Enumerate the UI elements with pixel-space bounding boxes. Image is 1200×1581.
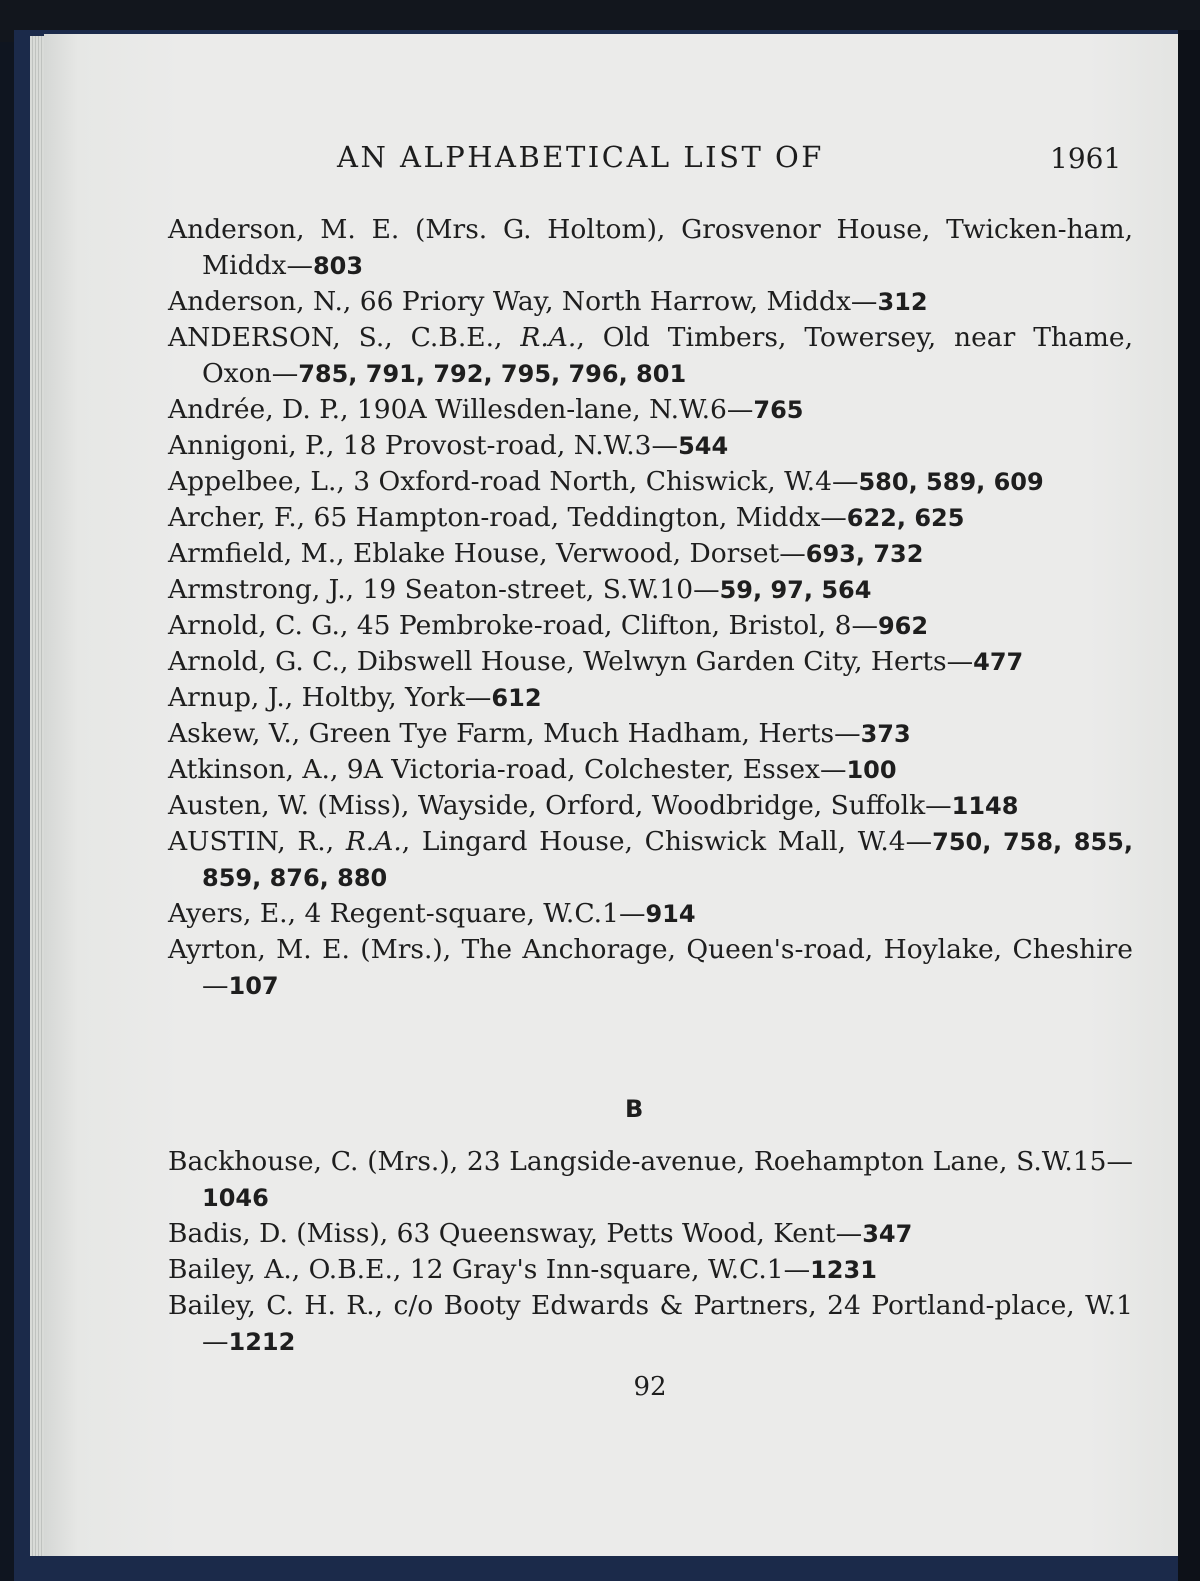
section-heading-b: B bbox=[625, 1095, 644, 1123]
list-entry bbox=[168, 680, 1133, 716]
list-entry bbox=[168, 428, 1133, 464]
entry-references: 962 bbox=[877, 612, 929, 640]
list-entry: ANDERSON, S., C.B.E., R.A., Old Timbers, Towersey, near Thame, Oxon—785, 791, 792, 795, 796, 801 bbox=[168, 322, 1133, 389]
entry-text: Backhouse, C. (Mrs.), 23 Langside-avenue, Roehampton Lane, S.W.15— bbox=[168, 1146, 1133, 1177]
entry-text: Anderson, N., 66 Priory Way, North Harrow, Middx— bbox=[168, 286, 878, 317]
list-entry bbox=[168, 716, 1133, 752]
entry-text: Armstrong, J., 19 Seaton-street, S.W.10— bbox=[168, 574, 720, 605]
entry-references: 59, 97, 564 bbox=[719, 576, 872, 604]
entry-ra-italic: R.A. bbox=[345, 826, 402, 857]
right-edge bbox=[1178, 30, 1200, 1581]
entry-text: Appelbee, L., 3 Oxford-road North, Chiswick, W.4— bbox=[168, 466, 859, 497]
list-entry: AUSTIN, R., R.A., Lingard House, Chiswick Mall, W.4—750, 758, 855, 859, 876, 880 bbox=[168, 826, 1133, 892]
entry-text: Ayrton, M. E. (Mrs.), The Anchorage, Queen's-road, Hoylake, Cheshire— bbox=[168, 934, 1133, 1001]
entry-references: 373 bbox=[860, 720, 911, 748]
entry-text: Arnold, G. C., Dibswell House, Welwyn Garden City, Herts— bbox=[168, 646, 974, 677]
entry-references: 1046 bbox=[202, 1184, 269, 1212]
entry-text: ANDERSON, S., C.B.E., bbox=[168, 322, 521, 353]
entry-text: Armfield, M., Eblake House, Verwood, Dorset— bbox=[168, 538, 806, 569]
entry-references: 914 bbox=[645, 900, 696, 928]
entry-references: 107 bbox=[228, 972, 279, 1000]
entry-references: 1212 bbox=[228, 1328, 296, 1356]
entry-text: Andrée, D. P., 190A Willesden-lane, N.W.6— bbox=[168, 394, 754, 425]
entry-text: Askew, V., Green Tye Farm, Much Hadham, Herts— bbox=[168, 718, 861, 749]
list-entry bbox=[168, 932, 1133, 1004]
entry-text: Anderson, M. E. (Mrs. G. Holtom), Grosvenor House, Twicken-ham, Middx— bbox=[168, 214, 1133, 281]
entry-text: AUSTIN, R., bbox=[168, 826, 346, 857]
list-entry bbox=[168, 1144, 1133, 1216]
entry-text: Arnup, J., Holtby, York— bbox=[168, 682, 492, 713]
list-entry bbox=[168, 464, 1133, 500]
list-entry bbox=[168, 788, 1133, 824]
list-entry bbox=[168, 1216, 1133, 1252]
entry-references: 622, 625 bbox=[846, 504, 965, 532]
entry-text: Badis, D. (Miss), 63 Queensway, Petts Wood, Kent— bbox=[168, 1218, 863, 1249]
entries-section-b bbox=[168, 1144, 1133, 1360]
entry-text: Annigoni, P., 18 Provost-road, N.W.3— bbox=[168, 430, 679, 461]
list-entry bbox=[168, 1288, 1133, 1360]
entry-text: Austen, W. (Miss), Wayside, Orford, Woodbridge, Suffolk— bbox=[168, 790, 952, 821]
list-entry bbox=[168, 536, 1133, 572]
list-entry bbox=[168, 1252, 1133, 1288]
entry-references: 312 bbox=[877, 288, 928, 316]
entry-text: Ayers, E., 4 Regent-square, W.C.1— bbox=[168, 898, 646, 929]
list-entry bbox=[168, 608, 1133, 644]
page-stack-edge bbox=[30, 36, 44, 1556]
entries-section-a bbox=[168, 212, 1133, 1004]
entry-references: 100 bbox=[846, 756, 897, 784]
entry-references: 693, 732 bbox=[805, 540, 924, 568]
entry-ra-italic: R.A. bbox=[520, 322, 577, 353]
entry-references: 785, 791, 792, 795, 796, 801 bbox=[298, 360, 687, 388]
list-entry bbox=[168, 284, 1133, 320]
entry-references: 612 bbox=[491, 684, 542, 712]
list-entry bbox=[168, 500, 1133, 536]
running-header-title: AN ALPHABETICAL LIST OF bbox=[337, 140, 824, 174]
list-entry bbox=[168, 896, 1133, 932]
entry-text: Arnold, C. G., 45 Pembroke-road, Clifton, Bristol, 8— bbox=[168, 610, 878, 641]
list-entry bbox=[168, 392, 1133, 428]
list-entry bbox=[168, 212, 1133, 284]
entry-text: Bailey, C. H. R., c/o Booty Edwards & Partners, 24 Portland-place, W.1— bbox=[168, 1290, 1133, 1357]
entry-references: 1148 bbox=[951, 792, 1019, 820]
entry-references: 803 bbox=[312, 252, 364, 280]
entry-references: 765 bbox=[753, 396, 804, 424]
list-entry bbox=[168, 752, 1133, 788]
page-number: 92 bbox=[633, 1372, 667, 1402]
list-entry bbox=[168, 572, 1133, 608]
running-header-year: 1961 bbox=[1050, 142, 1122, 175]
entry-references: 580, 589, 609 bbox=[858, 468, 1044, 496]
entry-references: 544 bbox=[678, 432, 729, 460]
entry-references: 750, 758, 855, 859, 876, 880 bbox=[202, 828, 1133, 892]
entry-references: 347 bbox=[862, 1220, 913, 1248]
entry-text: Archer, F., 65 Hampton-road, Teddington, Middx— bbox=[168, 502, 847, 533]
entry-references: 477 bbox=[973, 648, 1024, 676]
entry-references: 1231 bbox=[810, 1256, 877, 1284]
entry-text: Atkinson, A., 9A Victoria-road, Colchester, Essex— bbox=[168, 754, 847, 785]
entry-text: Bailey, A., O.B.E., 12 Gray's Inn-square, W.C.1— bbox=[168, 1254, 811, 1285]
list-entry bbox=[168, 644, 1133, 680]
